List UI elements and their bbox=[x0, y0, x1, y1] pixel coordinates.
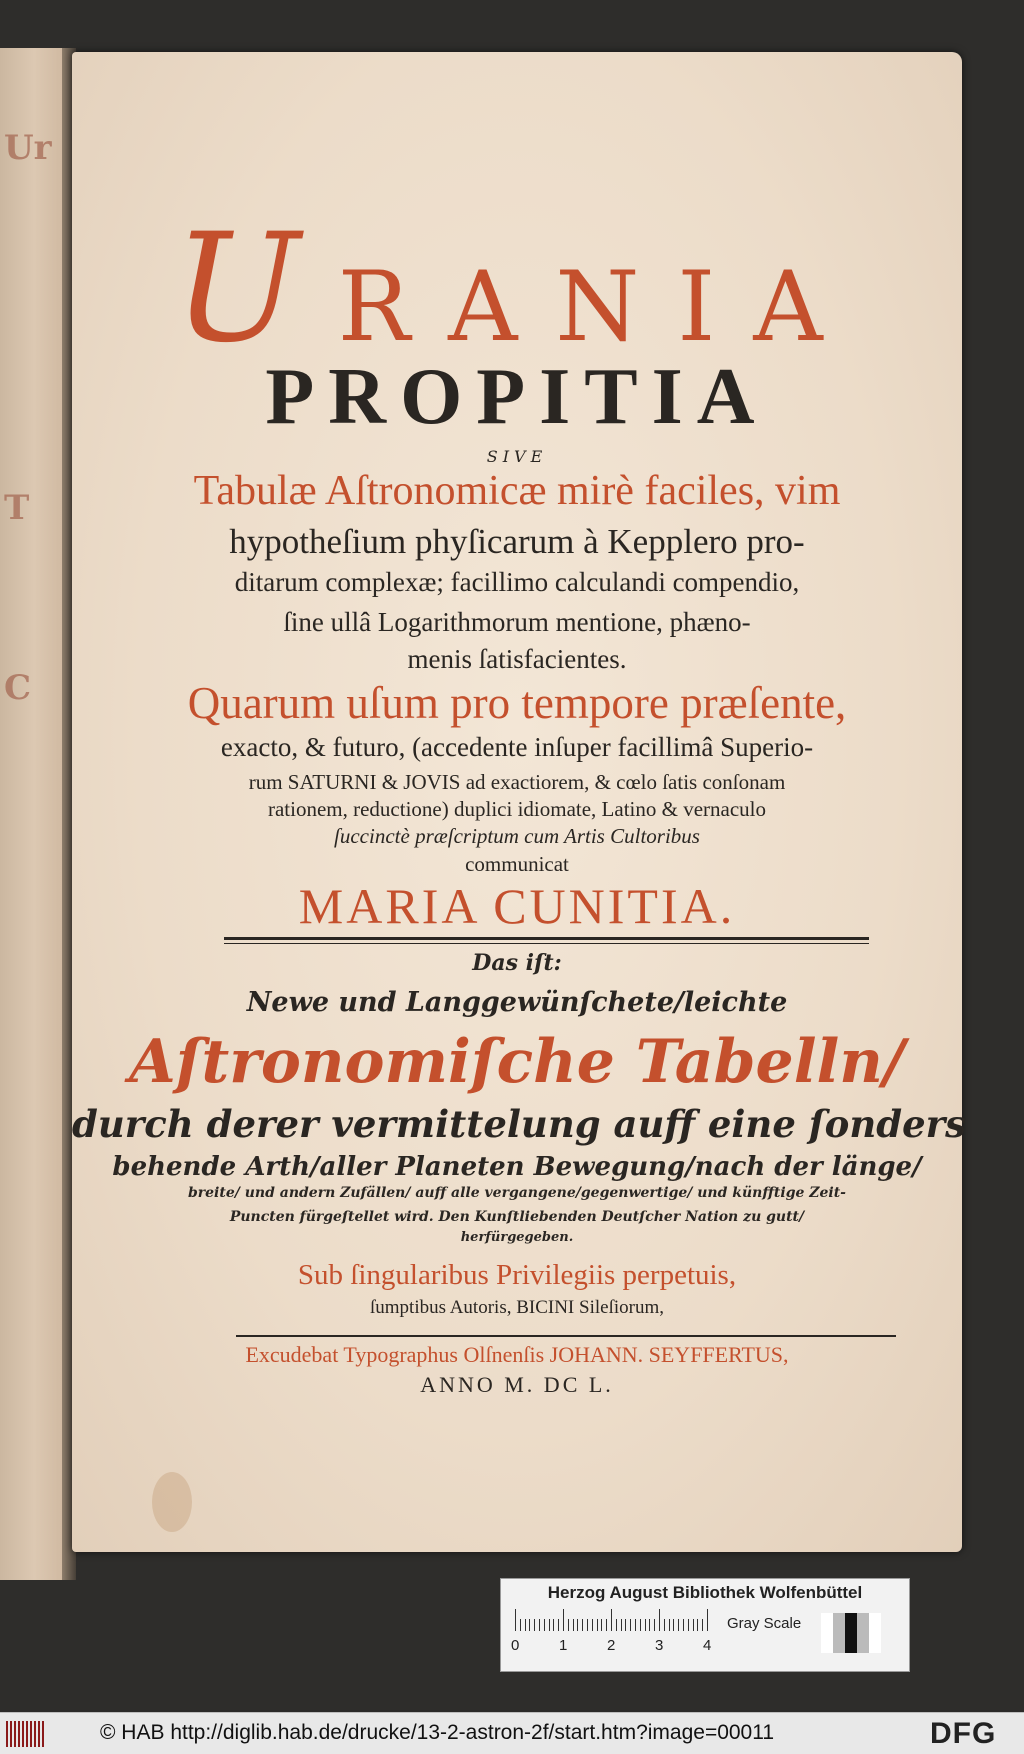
ruler-tick bbox=[529, 1619, 530, 1631]
german-das-ist: Das iſt: bbox=[472, 950, 562, 976]
barcode-icon bbox=[6, 1721, 46, 1747]
previous-page-fragment: T bbox=[4, 488, 30, 528]
divider-rule bbox=[224, 937, 869, 940]
title-line: rationem, reductione) duplici idiomate, Latino & vernaculo bbox=[267, 797, 766, 821]
ruler-tick bbox=[611, 1609, 612, 1631]
german-line: Newe und Langgewünſchete/leichte bbox=[246, 987, 788, 1018]
ruler-number: 1 bbox=[559, 1637, 568, 1654]
gray-swatch bbox=[845, 1613, 857, 1653]
gray-scale-swatches bbox=[821, 1613, 881, 1653]
ruler-tick bbox=[525, 1619, 526, 1631]
gray-swatch bbox=[821, 1613, 833, 1653]
title-line: Quarum uſum pro tempore præſente, bbox=[187, 678, 847, 728]
previous-page-fragment: Ur bbox=[4, 128, 52, 168]
ruler-tick bbox=[669, 1619, 670, 1631]
ruler-number: 2 bbox=[607, 1637, 616, 1654]
privilege-line: Sub ſingularibus Privilegiis perpetuis, bbox=[297, 1259, 737, 1291]
german-line: Puncten fürgeſtellet wird. Den Kunſtliebenden Deutſcher Nation zu gutt/ bbox=[229, 1209, 805, 1225]
ruler-number: 4 bbox=[703, 1637, 712, 1654]
german-title: Aſtronomiſche Tabelln/ bbox=[129, 1027, 905, 1097]
ruler-tick bbox=[654, 1619, 655, 1631]
title-line: ſuccinctè præſcriptum cum Artis Cultoribus bbox=[334, 824, 700, 848]
ruler-tick bbox=[697, 1619, 698, 1631]
ruler-tick bbox=[649, 1619, 650, 1631]
gray-swatch bbox=[869, 1613, 881, 1653]
german-line: behende Arth/aller Planeten Bewegung/nach der länge/ bbox=[112, 1152, 922, 1182]
ruler-tick bbox=[659, 1609, 660, 1631]
library-name: Herzog August Bibliothek Wolfenbüttel bbox=[547, 1583, 863, 1602]
ruler-tick bbox=[573, 1619, 574, 1631]
ruler-number: 3 bbox=[655, 1637, 664, 1654]
ruler-tick bbox=[635, 1619, 636, 1631]
ruler-tick bbox=[678, 1619, 679, 1631]
ruler-tick bbox=[544, 1619, 545, 1631]
ruler-tick bbox=[515, 1609, 516, 1631]
title-line: ditarum complexæ; facillimo calculandi compendio, bbox=[234, 567, 800, 597]
ruler-tick bbox=[606, 1619, 607, 1631]
ruler-tick bbox=[577, 1619, 578, 1631]
ruler-tick bbox=[568, 1619, 569, 1631]
ruler-tick bbox=[534, 1619, 535, 1631]
german-line: breite/ und andern Zufällen/ auff alle vergangene/gegenwertige/ und künfftige Zeit- bbox=[187, 1185, 846, 1201]
ruler-tick bbox=[592, 1619, 593, 1631]
divider-rule bbox=[224, 943, 869, 944]
title-line: ſine ullâ Logarithmorum mentione, phæno- bbox=[283, 607, 751, 637]
title-propitia: PROPITIA bbox=[265, 353, 769, 441]
ruler-tick bbox=[645, 1619, 646, 1631]
title-line: exacto, & futuro, (accedente inſuper facillimâ Superio- bbox=[220, 732, 814, 762]
ruler-tick bbox=[693, 1619, 694, 1631]
ruler-tick bbox=[621, 1619, 622, 1631]
color-scale-card bbox=[500, 1578, 910, 1672]
title-sive: SIVE bbox=[486, 447, 548, 466]
ruler-tick bbox=[553, 1619, 554, 1631]
title-line: communicat bbox=[465, 852, 569, 876]
gray-swatch bbox=[857, 1613, 869, 1653]
ruler-tick bbox=[597, 1619, 598, 1631]
previous-page-fragment: C bbox=[4, 668, 32, 708]
ruler-ticks bbox=[515, 1609, 715, 1631]
ruler-tick bbox=[616, 1619, 617, 1631]
gray-scale-label: Gray Scale bbox=[727, 1615, 802, 1632]
gray-swatch bbox=[833, 1613, 845, 1653]
ruler-tick bbox=[640, 1619, 641, 1631]
ruler-tick bbox=[539, 1619, 540, 1631]
footer-bar bbox=[0, 1712, 1024, 1754]
ruler-tick bbox=[625, 1619, 626, 1631]
ruler-tick bbox=[683, 1619, 684, 1631]
ruler-tick bbox=[688, 1619, 689, 1631]
ruler-number: 0 bbox=[511, 1637, 520, 1654]
title-line: hypotheſium phyſicarum à Kepplero pro- bbox=[229, 522, 805, 561]
ruler-tick bbox=[563, 1609, 564, 1631]
imprint-line: Excudebat Typographus Olſnenſis JOHANN. SEYFFERTUS, bbox=[245, 1342, 789, 1367]
ruler-tick bbox=[707, 1609, 708, 1631]
dfg-logo: DFG bbox=[930, 1717, 997, 1750]
footer-link[interactable]: © HAB http://diglib.hab.de/drucke/13-2-astron-2f/start.htm?image=00011 bbox=[100, 1721, 775, 1744]
sumptibus-line: ſumptibus Autoris, BICINI Sileſiorum, bbox=[370, 1297, 664, 1318]
title-line: menis ſatisfacientes. bbox=[407, 644, 627, 674]
title-urania: URANIA bbox=[173, 202, 861, 376]
ruler-tick bbox=[558, 1619, 559, 1631]
divider-rule bbox=[236, 1335, 896, 1337]
title-page bbox=[72, 52, 966, 1552]
ruler-tick bbox=[673, 1619, 674, 1631]
german-line: durch derer vermittelung auff eine ſonders bbox=[72, 1102, 966, 1146]
ruler-tick bbox=[582, 1619, 583, 1631]
paper-stain bbox=[152, 1472, 192, 1532]
ruler-tick bbox=[549, 1619, 550, 1631]
imprint-year: ANNO M. DC L. bbox=[420, 1372, 614, 1397]
german-line: herfürgegeben. bbox=[460, 1230, 574, 1245]
ruler-tick bbox=[630, 1619, 631, 1631]
ruler-tick bbox=[601, 1619, 602, 1631]
ruler-tick bbox=[664, 1619, 665, 1631]
ruler-tick bbox=[587, 1619, 588, 1631]
title-line: Tabulæ Aſtronomicæ mirè faciles, vim bbox=[193, 468, 841, 514]
ruler-tick bbox=[702, 1619, 703, 1631]
title-line: rum SATURNI & JOVIS ad exactiorem, & cœlo ſatis conſonam bbox=[248, 770, 786, 794]
ruler-tick bbox=[520, 1619, 521, 1631]
author-name: MARIA CUNITIA. bbox=[298, 878, 736, 934]
